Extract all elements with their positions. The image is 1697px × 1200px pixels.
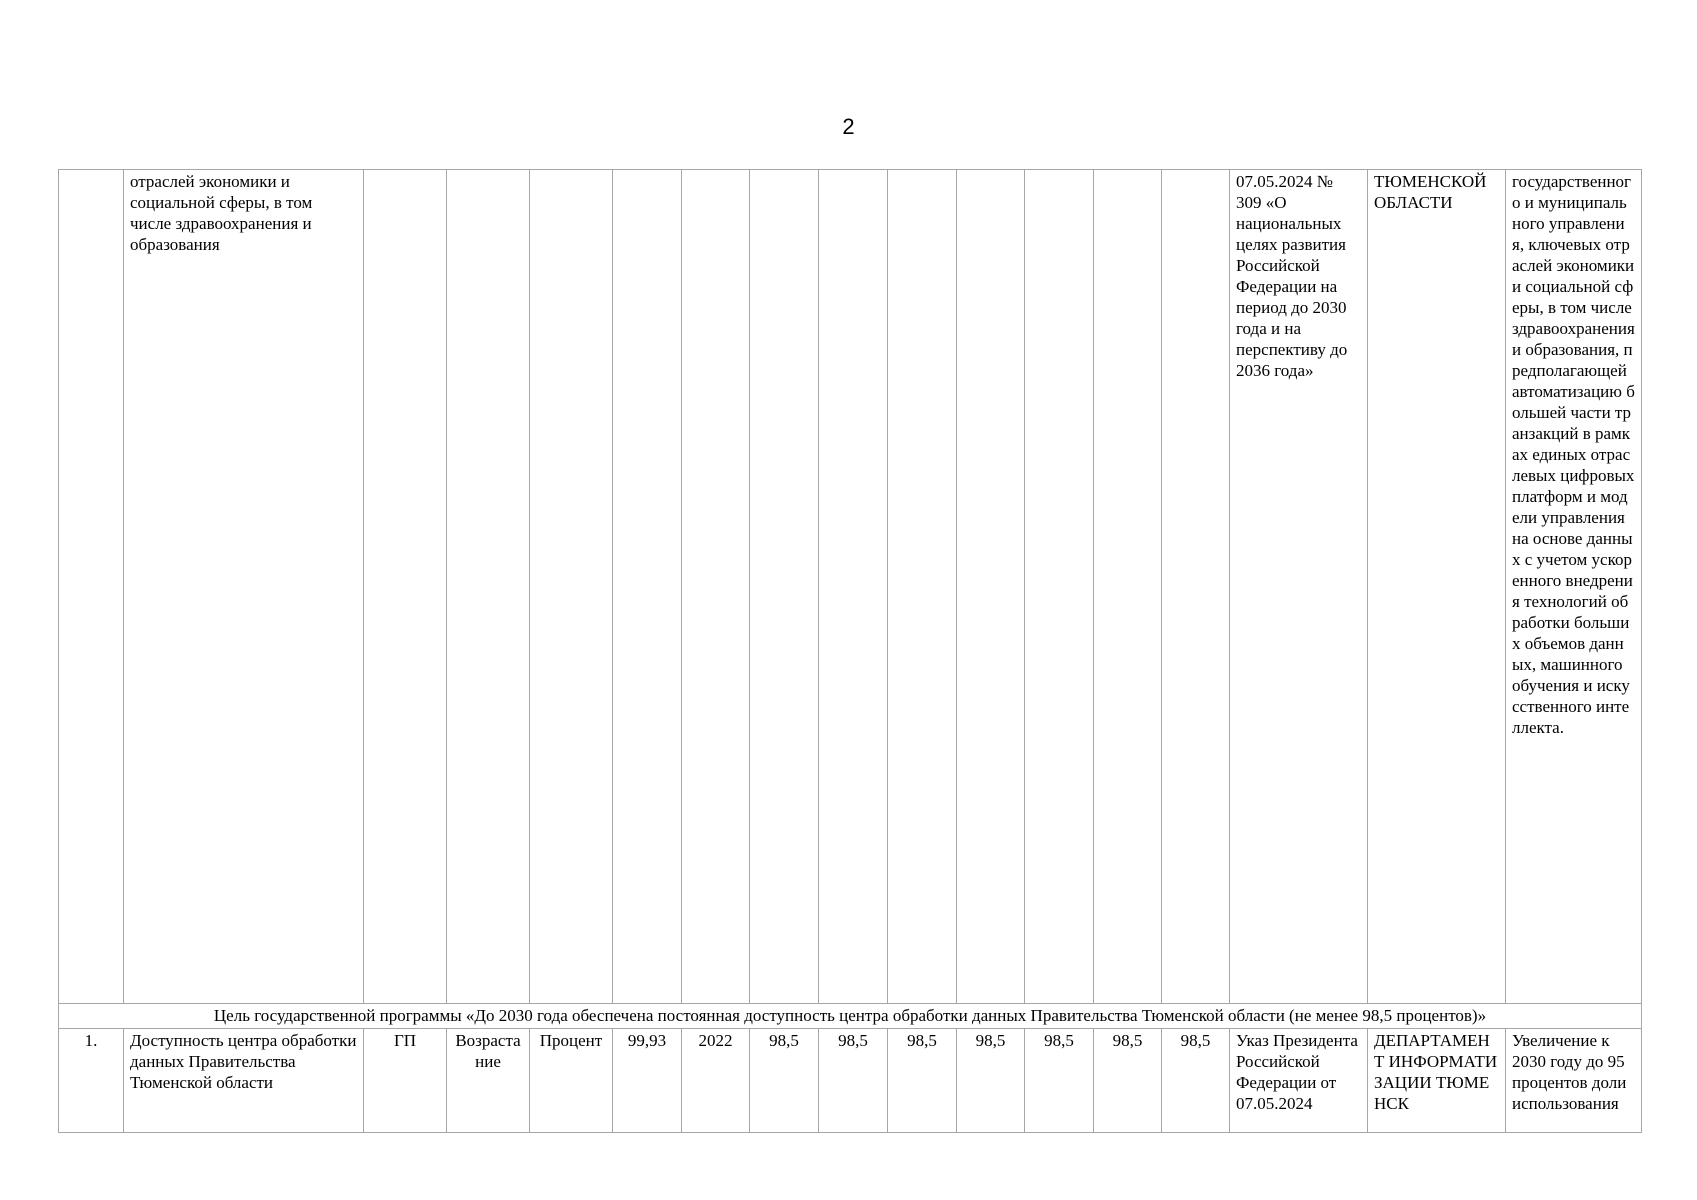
cell-value-2026: 98,5	[888, 1029, 957, 1133]
cell-level: ГП	[364, 1029, 447, 1133]
cell-number: 1.	[59, 1029, 124, 1133]
cell-link-goal: государственного и муниципального управления, ключевых отраслей экономики и социальной сферы, в том числе здравоохранения и образования, предполагающей автоматизацию большей части транзакций в рамках единых отраслевых цифровых платформ и модели управления на основе данных с учетом ускоренного внедрения технологий обработки больших объемов данных, машинного обучения и искусственного интеллекта.	[1506, 170, 1642, 1004]
cell-value-2028: 98,5	[1025, 1029, 1094, 1133]
cell-responsible: ДЕПАРТАМЕНТ ИНФОРМАТИЗАЦИИ ТЮМЕНСК	[1368, 1029, 1506, 1133]
cell-basis: 07.05.2024 № 309 «О национальных целях развития Российской Федерации на период до 2030 года и на перспективу до 2036 года»	[1230, 170, 1368, 1004]
cell-indicator-name: Доступность центра обработки данных Правительства Тюменской области	[124, 1029, 364, 1133]
goal-cell: Цель государственной программы «До 2030 года обеспечена постоянная доступность центра обработки данных Правительства Тюменской области (не менее 98,5 процентов)»	[59, 1004, 1642, 1029]
cell-base-value: 99,93	[613, 1029, 682, 1133]
continuation-row	[59, 170, 1642, 1004]
cell-value-2028	[1025, 170, 1094, 1004]
cell-value-2026	[888, 170, 957, 1004]
cell-trend: Возрастание	[447, 1029, 530, 1133]
cell-number	[59, 170, 124, 1004]
goal-row	[59, 1004, 1642, 1029]
cell-value-2029	[1094, 170, 1162, 1004]
cell-responsible: ТЮМЕНСКОЙ ОБЛАСТИ	[1368, 170, 1506, 1004]
cell-indicator-name: отраслей экономики и социальной сферы, в том числе здравоохранения и образования	[124, 170, 364, 1004]
cell-value-2030	[1162, 170, 1230, 1004]
cell-base-value	[613, 170, 682, 1004]
cell-value-2027: 98,5	[957, 1029, 1025, 1133]
cell-link-goal: Увеличение к 2030 году до 95 процентов доли использования	[1506, 1029, 1642, 1133]
indicators-table	[58, 169, 1642, 1133]
cell-value-2024: 98,5	[750, 1029, 819, 1133]
cell-basis: Указ Президента Российской Федерации от 07.05.2024	[1230, 1029, 1368, 1133]
cell-value-2025	[819, 170, 888, 1004]
cell-value-2030: 98,5	[1162, 1029, 1230, 1133]
cell-unit: Процент	[530, 1029, 613, 1133]
cell-base-year: 2022	[682, 1029, 750, 1133]
cell-unit	[530, 170, 613, 1004]
indicator-row	[59, 1029, 1642, 1133]
cell-value-2029: 98,5	[1094, 1029, 1162, 1133]
cell-base-year	[682, 170, 750, 1004]
cell-value-2024	[750, 170, 819, 1004]
cell-trend	[447, 170, 530, 1004]
cell-level	[364, 170, 447, 1004]
page-number: 2	[842, 114, 855, 139]
cell-value-2027	[957, 170, 1025, 1004]
cell-value-2025: 98,5	[819, 1029, 888, 1133]
